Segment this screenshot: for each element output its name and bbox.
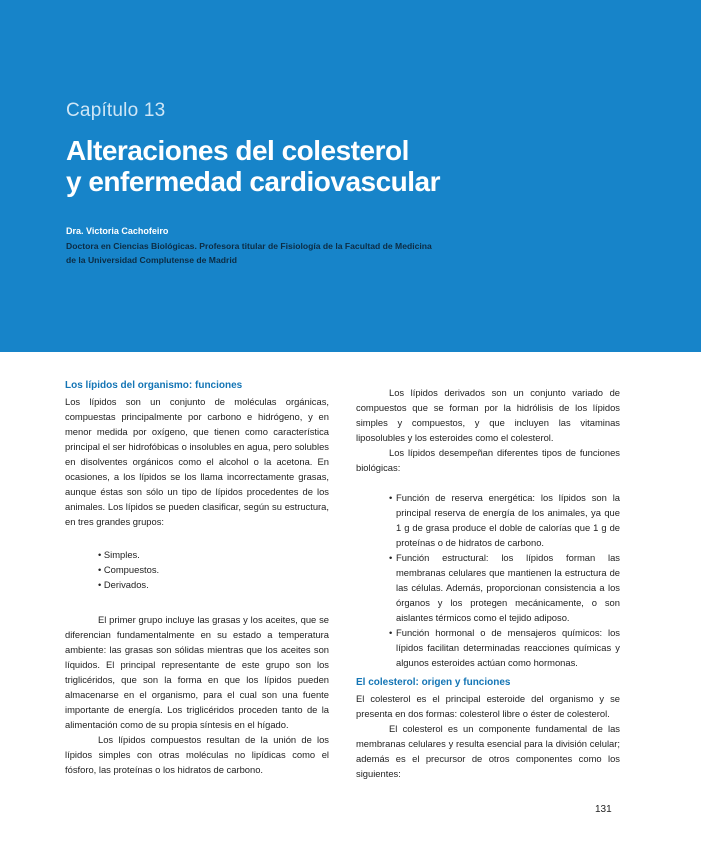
affiliation-line-1: Doctora en Ciencias Biológicas. Profesora titular de Fisiología de la Facultad de Medicina xyxy=(66,241,432,251)
paragraph-lipids-intro: Los lípidos son un conjunto de moléculas orgánicas, compuestas principalmente por carbono e hidrógeno, y en menor medida por oxígeno, que tienen como característica principal el ser hidrofóbicas o insolubles en agua, pero solubles en disolventes orgánicos como el alcohol o la acetona. En ocasiones, a los lípidos se los llama incorrectamente grasas, aunque éstas son sólo un tipo de lípidos procedentes de los animales. Los lípidos se pueden clasificar, según su estructura, en tres grandes grupos: xyxy=(65,396,329,527)
chapter-title-line-2: y enfermedad cardiovascular xyxy=(66,166,441,197)
lipid-functions-list xyxy=(356,490,620,670)
list-item: • Función hormonal o de mensajeros químicos: los lípidos facilitan determinadas reacciones químicas y algunos esteroides actúan como hormonas. xyxy=(389,627,620,668)
list-item: • Derivados. xyxy=(98,579,149,590)
list-item: • Compuestos. xyxy=(98,564,160,575)
section-heading-cholesterol: El colesterol: origen y funciones xyxy=(356,677,511,688)
affiliation-line-2: de la Universidad Complutense de Madrid xyxy=(66,254,237,265)
list-item: • Función estructural: los lípidos forman las membranas celulares que mantienen la estructura de las células. Además, proporcionan consistencia a los órganos y los protegen mecánicamente, o son aislantes térmicos como el tejido adiposo. xyxy=(389,552,620,623)
paragraph-compound-lipids: Los lípidos compuestos resultan de la unión de los lípidos simples con otras moléculas no lipídicas como el fósforo, las proteínas o los hidratos de carbono. xyxy=(65,734,329,775)
paragraph-functions-intro: Los lípidos desempeñan diferentes tipos de funciones biológicas: xyxy=(356,447,620,473)
author-name: Dra. Victoria Cachofeiro xyxy=(66,226,169,236)
chapter-number: Capítulo 13 xyxy=(66,100,166,121)
chapter-title xyxy=(66,135,666,197)
list-item: • Función de reserva energética: los lípidos son la principal reserva de energía de los animales, ya que 1 g de grasa produce el doble de calorías que 1 g de proteínas o de hidratos de carbono. xyxy=(389,492,620,548)
paragraph-cholesterol-forms: El colesterol es el principal esteroide del organismo y se presenta en dos formas: colesterol libre o éster de colesterol. xyxy=(356,693,620,719)
paragraph-simple-lipids: El primer grupo incluye las grasas y los aceites, que se diferencian fundamentalmente en su estado a temperatura ambiente: las grasas son sólidas mientras que los aceites son líquidos. El principal representante de este grupo son los triglicéridos, que son la forma en que los lípidos pueden almacenarse en el organismo, para el cual son una fuente importante de energía. Los triglicéridos proceden tanto de la alimentación como de su propia síntesis en el hígado. xyxy=(65,614,329,730)
right-column xyxy=(356,385,620,781)
left-column xyxy=(65,378,329,777)
paragraph-derived-lipids: Los lípidos derivados son un conjunto variado de compuestos que se forman por la hidrólisis de los lípidos simples y compuestos, y que incluyen las vitaminas liposolubles y los esteroides como el colesterol. xyxy=(356,387,620,443)
chapter-header xyxy=(0,0,701,352)
page-number: 131 xyxy=(595,804,612,815)
section-heading-lipids: Los lípidos del organismo: funciones xyxy=(65,380,243,391)
chapter-title-line-1: Alteraciones del colesterol xyxy=(66,135,409,166)
lipid-groups-list xyxy=(65,547,329,592)
list-item: • Simples. xyxy=(98,549,140,560)
paragraph-cholesterol-role: El colesterol es un componente fundamental de las membranas celulares y resulta esencial para la división celular; además es el precursor de otros componentes como los siguientes: xyxy=(356,723,620,779)
author-affiliation xyxy=(66,240,486,267)
